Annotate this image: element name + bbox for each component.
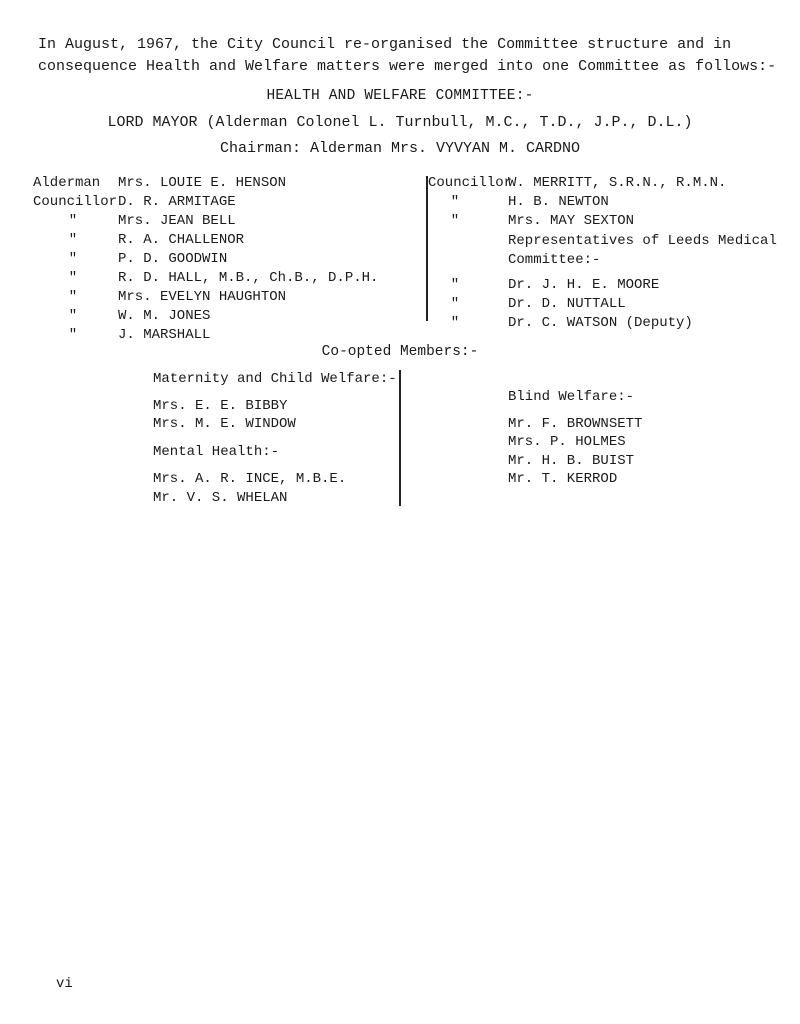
- member-name: Dr. D. NUTTALL: [508, 296, 626, 312]
- right-member-names: [508, 174, 726, 231]
- member-name: Mrs. EVELYN HAUGHTON: [118, 289, 287, 305]
- page-number: vi: [56, 976, 73, 992]
- coopted-member: Mrs. E. E. BIBBY: [153, 398, 288, 414]
- ditto-mark: ": [68, 289, 78, 305]
- member-name: R. D. HALL, M.B., Ch.B., D.P.H.: [118, 270, 379, 286]
- ditto-mark: ": [68, 327, 78, 343]
- member-name: Mrs. MAY SEXTON: [508, 213, 635, 229]
- member-name: Dr. J. H. E. MOORE: [508, 277, 660, 293]
- member-name: J. MARSHALL: [118, 327, 211, 343]
- coopted-member: Mr. V. S. WHELAN: [153, 490, 288, 506]
- coopted-member: Mr. F. BROWNSETT: [508, 416, 643, 432]
- member-title: Councillor: [33, 194, 118, 210]
- mental-health-heading: Mental Health:-: [153, 444, 280, 460]
- member-name: H. B. NEWTON: [508, 194, 609, 210]
- member-name: W. M. JONES: [118, 308, 211, 324]
- intro-line: consequence Health and Welfare matters were merged into one Committee as follows:-: [38, 58, 777, 75]
- right-member-titles: [428, 174, 512, 231]
- representative-names: [508, 276, 693, 333]
- member-title: Alderman: [33, 175, 101, 191]
- ditto-mark: ": [68, 270, 78, 286]
- lord-mayor-line: LORD MAYOR (Alderman Colonel L. Turnbull, M.C., T.D., J.P., D.L.): [107, 114, 693, 131]
- ditto-mark: ": [450, 213, 460, 229]
- member-name: W. MERRITT, S.R.N., R.M.N.: [508, 175, 727, 191]
- member-name: Mrs. LOUIE E. HENSON: [118, 175, 287, 191]
- member-name: Mrs. JEAN BELL: [118, 213, 236, 229]
- representatives-line: Committee:-: [508, 252, 601, 268]
- ditto-mark: ": [450, 277, 460, 293]
- left-member-titles: [33, 174, 117, 345]
- representatives-line: Representatives of Leeds Medical: [508, 233, 777, 249]
- coopted-divider: [399, 370, 401, 506]
- coopted-member: Mr. T. KERROD: [508, 471, 618, 487]
- committee-heading: HEALTH AND WELFARE COMMITTEE:-: [266, 88, 534, 104]
- ditto-mark: ": [450, 194, 460, 210]
- coopted-member: Mr. H. B. BUIST: [508, 453, 635, 469]
- member-name: R. A. CHALLENOR: [118, 232, 245, 248]
- member-name: P. D. GOODWIN: [118, 251, 228, 267]
- ditto-mark: ": [68, 232, 78, 248]
- coopted-member: Mrs. M. E. WINDOW: [153, 416, 296, 432]
- ditto-mark: ": [450, 296, 460, 312]
- blind-welfare-heading: Blind Welfare:-: [508, 389, 635, 405]
- coopted-member: Mrs. P. HOLMES: [508, 434, 626, 450]
- representatives-heading: [508, 232, 777, 270]
- member-name: Dr. C. WATSON (Deputy): [508, 315, 693, 331]
- coopted-member: Mrs. A. R. INCE, M.B.E.: [153, 471, 347, 487]
- ditto-mark: ": [450, 315, 460, 331]
- left-member-names: [118, 174, 378, 345]
- coopted-heading: Co-opted Members:-: [321, 344, 479, 360]
- member-title: Councillor: [428, 175, 513, 191]
- ditto-mark: ": [68, 251, 78, 267]
- chairman-line: Chairman: Alderman Mrs. VYVYAN M. CARDNO: [219, 140, 581, 157]
- intro-paragraph: [38, 34, 776, 78]
- ditto-mark: ": [68, 308, 78, 324]
- maternity-heading: Maternity and Child Welfare:-: [153, 371, 397, 387]
- intro-line: In August, 1967, the City Council re-organised the Committee structure and in: [38, 36, 732, 53]
- ditto-mark: ": [68, 213, 78, 229]
- representative-titles: [428, 276, 482, 333]
- member-name: D. R. ARMITAGE: [118, 194, 236, 210]
